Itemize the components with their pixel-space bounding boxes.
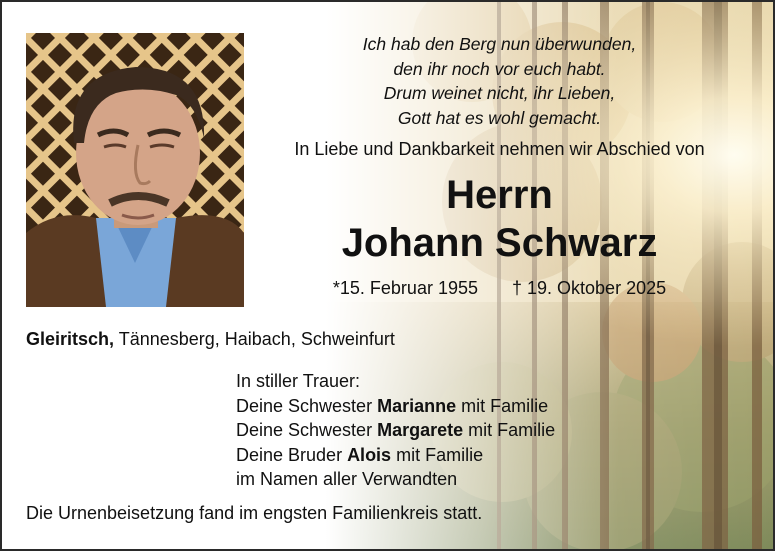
portrait-photo [26, 33, 244, 307]
salutation: Herrn [446, 173, 553, 217]
mourner-suffix: mit Familie [456, 395, 549, 416]
life-dates [257, 278, 742, 299]
poem-line: Ich hab den Berg nun überwunden, [362, 34, 637, 54]
death-date: † 19. Oktober 2025 [512, 278, 667, 298]
deceased-name: Johann Schwarz [341, 221, 658, 265]
mourners-list [236, 369, 555, 492]
mourners-heading: In stiller Trauer: [236, 371, 361, 391]
intro-text: In Liebe und Dankbarkeit nehmen wir Abschied von [294, 139, 705, 159]
burial-note: Die Urnenbeisetzung fand im engsten Familienkreis statt. [26, 503, 483, 523]
mourner-entry [236, 443, 555, 468]
mourner-relation: Deine Bruder [236, 444, 348, 465]
mourner-name: Alois [347, 444, 392, 465]
primary-place: Gleiritsch, [26, 329, 115, 349]
mourner-entry [236, 394, 555, 419]
mourner-name: Marianne [377, 395, 457, 416]
mourner-relation: Deine Schwester [236, 420, 378, 440]
places [26, 329, 395, 350]
mourner-name: Margarete [377, 420, 464, 440]
poem [272, 32, 727, 130]
other-places: Tännesberg, Haibach, Schweinfurt [114, 329, 395, 349]
mourner-suffix: mit Familie [391, 444, 484, 465]
poem-line: den ihr noch vor euch habt. [393, 58, 606, 79]
mourner-entry [236, 418, 555, 443]
poem-line: Drum weinet nicht, ihr Lieben, [383, 83, 616, 103]
mourner-suffix: mit Familie [463, 420, 556, 440]
birth-date: *15. Februar 1955 [332, 278, 478, 298]
poem-line: Gott hat es wohl gemacht. [397, 107, 602, 128]
mourner-relation: Deine Schwester [236, 395, 378, 416]
mourners-closing: im Namen aller Verwandten [236, 469, 458, 489]
